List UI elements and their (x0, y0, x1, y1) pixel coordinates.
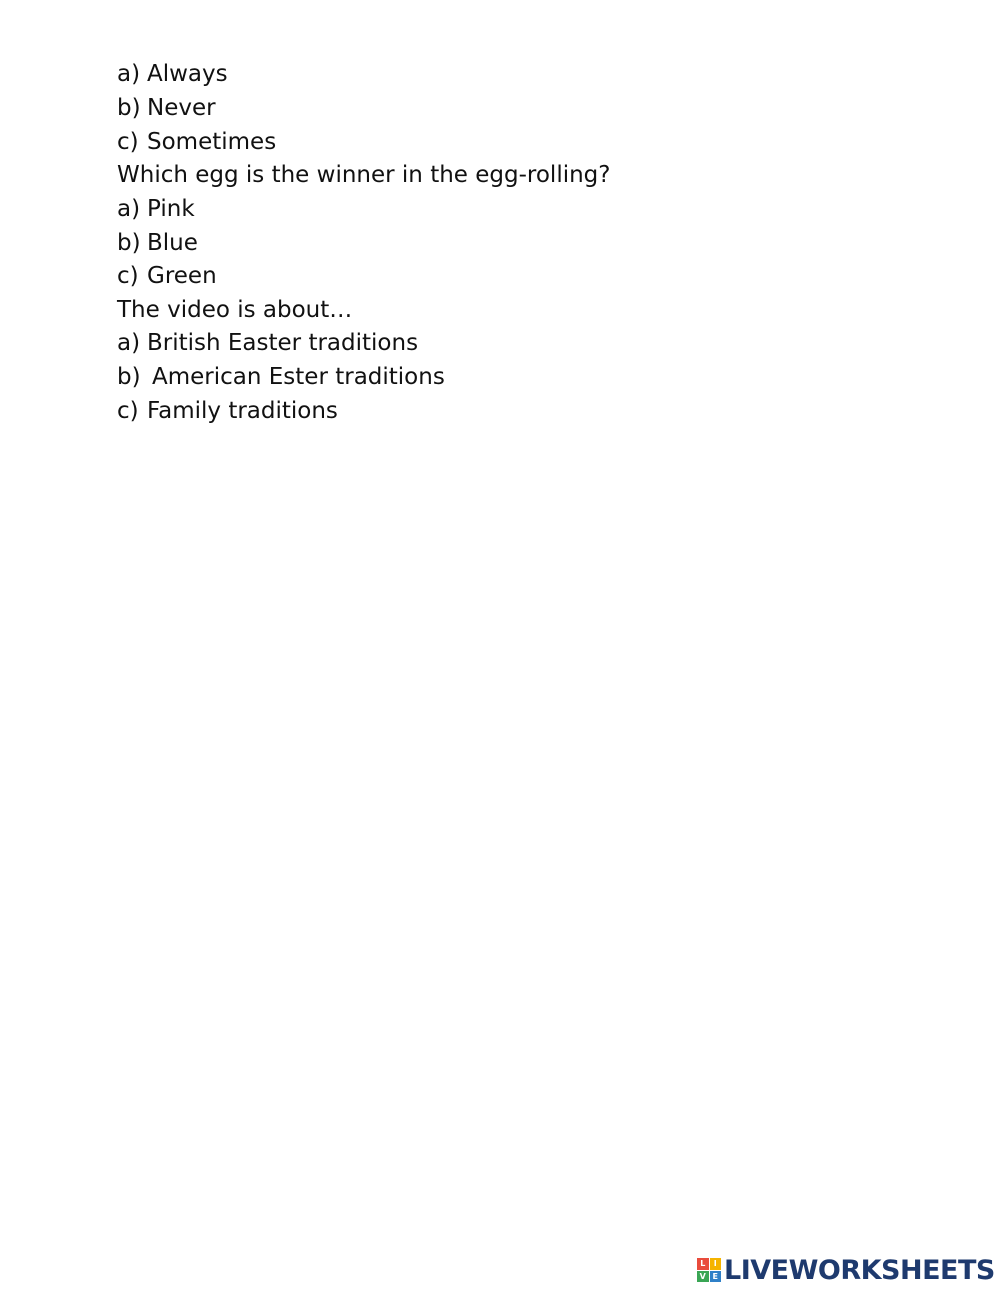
option-marker: b) (117, 95, 141, 121)
option-text: Pink (147, 196, 195, 222)
option-marker: c) (117, 129, 139, 155)
question-text: The video is about… (117, 297, 353, 323)
logo-tile: I (710, 1258, 722, 1270)
option-text: Blue (147, 230, 198, 256)
logo-tiles (697, 1258, 721, 1282)
option-text: American Ester traditions (152, 364, 445, 390)
option-marker: a) (117, 196, 141, 222)
option-text: British Easter traditions (147, 330, 419, 356)
question-text: Which egg is the winner in the egg-rolling? (117, 162, 611, 188)
option-text: Always (147, 61, 228, 87)
option-marker: b) (117, 230, 141, 256)
option-marker: a) (117, 61, 141, 87)
liveworksheets-logo (697, 1255, 995, 1285)
logo-tile: E (710, 1271, 722, 1283)
option-text: Never (147, 95, 216, 121)
logo-tile: L (697, 1258, 709, 1270)
option-text: Family traditions (147, 398, 338, 424)
option-text: Green (147, 263, 217, 289)
option-marker: b) (117, 364, 141, 390)
option-text: Sometimes (147, 129, 277, 155)
option-marker: c) (117, 263, 139, 289)
logo-wordmark: LIVEWORKSHEETS (724, 1254, 995, 1286)
option-marker: c) (117, 398, 139, 424)
logo-tile: V (697, 1271, 709, 1283)
option-marker: a) (117, 330, 141, 356)
